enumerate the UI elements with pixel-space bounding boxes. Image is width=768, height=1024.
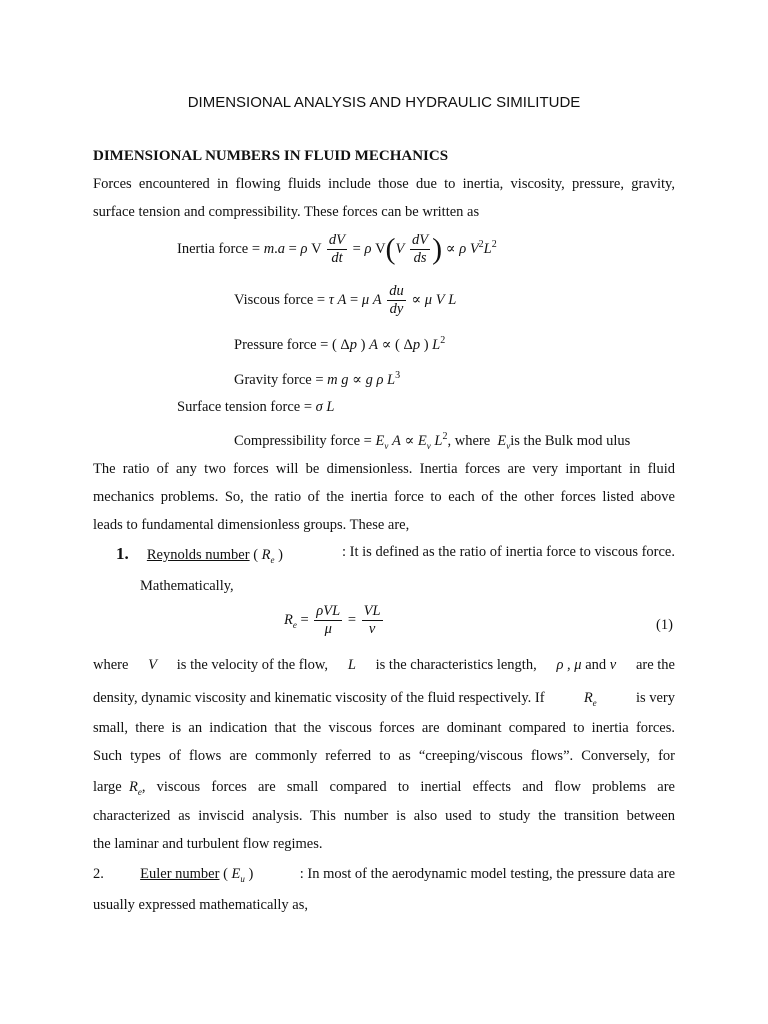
reynolds-para-line-2: density, dynamic viscosity and kinematic viscosity of the fluid respectively. If $R_e$ is very	[93, 690, 675, 708]
viscous-force-equation: Viscous force = τ A = μ A $\frac{du}{dy}$ ∝ μ V L	[234, 283, 457, 317]
reynolds-para-line-4: Such types of flows are commonly referred to as “creeping/viscous flows”. Conversely, for	[93, 748, 675, 764]
compressibility-force-equation: Compressibility force = $E_v$ $A \propto E_v$ $L^2$, where $E_vis$ the Bulk mod ulus	[234, 431, 631, 451]
pressure-force-equation: Pressure force = ( Δp ) A ∝ ( Δp ) $L^2$	[234, 335, 446, 353]
reynolds-equation: $R_e$ = $\frac{\text{ρVL}}{\mu}$ = $\frac{VL}{\nu}$	[284, 603, 381, 637]
compressibility-tail: is the Bulk mod ulus	[510, 432, 631, 449]
item-2-number: 2.	[93, 866, 104, 882]
gravity-force-label: Gravity force	[234, 371, 312, 388]
intro-line-1: Forces encountered in flowing fluids include those due to inertia, viscosity, pressure, gravity,	[93, 176, 675, 192]
euler-number-title: Euler number	[140, 866, 220, 882]
section-heading: DIMENSIONAL NUMBERS IN FLUID MECHANICS	[93, 148, 449, 164]
reynolds-number-title: Reynolds number	[146, 547, 250, 563]
ratio-line-2: mechanics problems. So, the ratio of the inertia force to each of the other forces listed above	[93, 489, 675, 505]
euler-description: : In most of the aerodynamic model testing, the pressure data are	[299, 866, 675, 882]
euler-item: 2. Euler number ( $E_u$ ) : In most of the aerodynamic model testing, the pressure data are	[93, 866, 675, 884]
surface-tension-equation: Surface tension force = σ L	[177, 399, 335, 415]
reynolds-para-line-5: large $R_e$ , viscous forces are small compared to inertial effects and flow problems are	[93, 779, 675, 797]
inertia-force-equation: Inertia force = m.a = ρ V $\frac{dV}{dt}$ = ρ V(V $\frac{dV}{ds}$ ) ∝ ρ $V^2L^2$	[177, 232, 497, 266]
surface-tension-label: Surface tension force	[177, 399, 301, 415]
compressibility-where: , where	[447, 432, 491, 449]
ratio-line-1: The ratio of any two forces will be dimensionless. Inertia forces are very important in fluid	[93, 461, 675, 477]
reynolds-para-line-6: characterized as inviscid analysis. This number is also used to study the transition between	[93, 808, 675, 824]
pressure-force-label: Pressure force	[234, 336, 317, 353]
reynolds-para-line-3: small, there is an indication that the viscous forces are dominant compared to inertia forces.	[93, 720, 675, 736]
viscous-force-label: Viscous force	[234, 291, 314, 308]
item-1-number: 1.	[116, 544, 129, 563]
compressibility-force-label: Compressibility force	[234, 432, 361, 449]
equation-number-1: (1)	[656, 617, 673, 633]
mathematically-label: Mathematically,	[140, 578, 234, 594]
gravity-force-equation: Gravity force = m g ∝ g ρ $L^3$	[234, 370, 401, 388]
reynolds-description: : It is defined as the ratio of inertia force to viscous force.	[342, 544, 675, 560]
ratio-line-3: leads to fundamental dimensionless groups. These are,	[93, 517, 410, 533]
intro-line-2: surface tension and compressibility. These forces can be written as	[93, 204, 480, 220]
reynolds-para-line-1: where V is the velocity of the flow, L is the characteristics length, ρ , μ and ν are the	[93, 657, 675, 673]
page-title: DIMENSIONAL ANALYSIS AND HYDRAULIC SIMILITUDE	[187, 94, 581, 111]
reynolds-item: 1. Reynolds number ( $R_e$ ) : It is defined as the ratio of inertia force to viscous force.	[116, 544, 675, 565]
reynolds-para-line-7: the laminar and turbulent flow regimes.	[93, 836, 323, 852]
inertia-force-label: Inertia force	[177, 240, 249, 257]
euler-line-2: usually expressed mathematically as,	[93, 897, 309, 913]
